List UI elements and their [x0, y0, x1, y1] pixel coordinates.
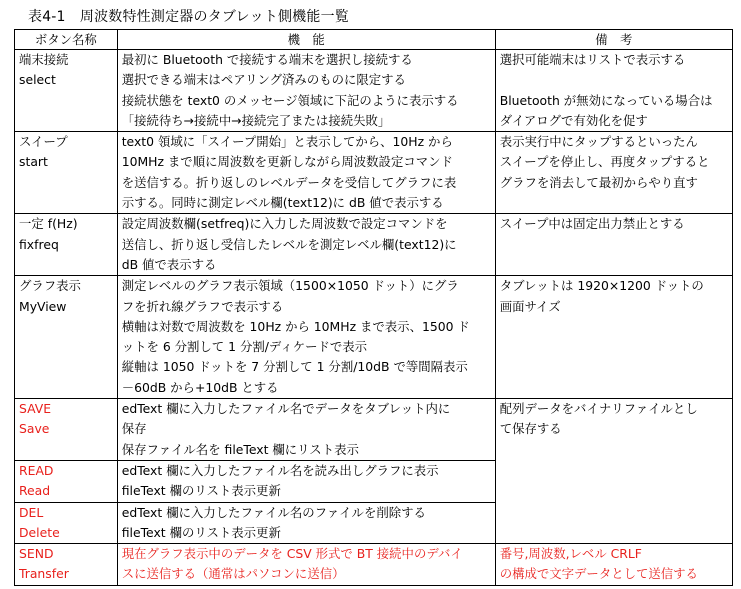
- button-name-cell: [15, 214, 118, 276]
- function-line: 縦軸は 1050 ドットを 7 分割して 1 分割/10dB で等間隔表示: [121, 359, 468, 375]
- function-line: fileText 欄のリスト表示更新: [121, 483, 281, 499]
- function-cell: [117, 276, 495, 399]
- button-name-cell: [15, 544, 118, 586]
- button-id: Transfer: [19, 566, 69, 582]
- function-cell: [117, 502, 495, 544]
- function-line: 現在グラフ表示中のデータを CSV 形式で BT 接続中のデバイ: [121, 546, 463, 562]
- table-row-save: [15, 399, 733, 461]
- notes-line: 表示実行中にタップするといったん: [499, 134, 698, 150]
- function-line: ットを 6 分割して 1 分割/ディケードで表示: [121, 339, 368, 355]
- notes-line: の構成で文字データとして送信する: [499, 566, 698, 582]
- function-line: edText 欄に入力したファイル名のファイルを削除する: [121, 504, 426, 520]
- function-cell: [117, 132, 495, 214]
- function-line: edText 欄に入力したファイル名でデータをタブレット内に: [121, 401, 451, 417]
- button-name-jp: 端末接続: [19, 52, 69, 67]
- button-name-cell: [15, 50, 118, 132]
- notes-cell: [495, 214, 732, 276]
- function-line: 保存: [121, 421, 147, 437]
- button-name-cell: [15, 502, 118, 544]
- button-name-cell: [15, 460, 118, 502]
- function-line: を送信する。折り返しのレベルデータを受信してグラフに表: [121, 174, 457, 190]
- button-id: Save: [19, 421, 50, 437]
- header-button-name: ボタン名称: [15, 30, 118, 50]
- header-function: 機 能: [117, 30, 495, 50]
- button-id: MyView: [19, 298, 67, 314]
- button-name-jp: 一定 f(Hz): [19, 216, 78, 232]
- notes-line: スイープ中は固定出力禁止とする: [499, 216, 685, 232]
- button-name-jp: SAVE: [19, 401, 52, 417]
- notes-line: ダイアログで有効化を促す: [499, 112, 648, 128]
- notes-line: 配列データをバイナリファイルとし: [499, 401, 698, 417]
- notes-line: グラフを消去して最初からやり直す: [499, 174, 698, 190]
- function-cell: [117, 399, 495, 461]
- function-line: フを折れ線グラフで表示する: [121, 298, 284, 314]
- blank-line: [500, 70, 728, 90]
- button-id: select: [19, 72, 56, 88]
- function-line: 「接続待ち→接続中→接続完了または接続失敗」: [121, 112, 391, 128]
- table-row-select: [15, 50, 733, 132]
- button-id: start: [19, 154, 48, 170]
- header-notes: 備 考: [495, 30, 732, 50]
- notes-line: 選択可能端末はリストで表示する: [499, 52, 686, 67]
- function-line: dB 値で表示する: [121, 256, 217, 272]
- table-row-send: [15, 544, 733, 586]
- function-line: －60dB から+10dB とする: [121, 379, 279, 395]
- button-name-cell: [15, 399, 118, 461]
- function-line: 選択できる端末はペアリング済みのものに限定する: [121, 72, 406, 88]
- button-name-jp: SEND: [19, 546, 54, 562]
- function-line: text0 領域に「スイープ開始」と表示してから、10Hz から: [121, 134, 453, 150]
- button-id: Delete: [19, 524, 60, 540]
- function-line: fileText 欄のリスト表示更新: [121, 524, 281, 540]
- button-name-jp: READ: [19, 462, 54, 478]
- table-row-fixfreq: [15, 214, 733, 276]
- function-cell: [117, 214, 495, 276]
- function-cell: [117, 460, 495, 502]
- notes-line: Bluetooth が無効になっている場合は: [499, 92, 713, 108]
- table-caption: 表4-1 周波数特性測定器のタブレット側機能一覧: [28, 9, 349, 25]
- button-id: Read: [19, 483, 51, 499]
- button-name-cell: [15, 132, 118, 214]
- notes-line: 画面サイズ: [499, 298, 561, 314]
- function-line: 測定レベルのグラフ表示領域（1500×1050 ドット）にグラ: [121, 278, 459, 294]
- button-name-jp: グラフ表示: [19, 278, 81, 294]
- notes-line: 番号,周波数,レベル CRLF: [499, 546, 642, 562]
- function-line: 設定周波数欄(setfreq)に入力した周波数で設定コマンドを: [121, 216, 448, 232]
- notes-cell: [495, 132, 732, 214]
- table-row-start: [15, 132, 733, 214]
- notes-cell: [495, 276, 732, 399]
- function-line: 保存ファイル名を fileText 欄にリスト表示: [121, 441, 359, 457]
- function-table: [14, 29, 733, 586]
- button-id: fixfreq: [19, 236, 59, 252]
- button-name-cell: [15, 276, 118, 399]
- notes-line: て保存する: [499, 421, 562, 437]
- notes-cell: [495, 544, 732, 586]
- notes-cell: [495, 399, 732, 544]
- function-line: スに送信する（通常はパソコンに送信）: [121, 566, 345, 582]
- notes-cell: [495, 50, 732, 132]
- function-cell: [117, 544, 495, 586]
- function-line: 送信し、折り返し受信したレベルを測定レベル欄(text12)に: [121, 236, 457, 252]
- table-row-myview: [15, 276, 733, 399]
- button-name-jp: スイープ: [19, 134, 68, 150]
- function-line: 示する。同時に測定レベル欄(text12)に dB 値で表示する: [121, 195, 444, 211]
- button-name-jp: DEL: [19, 504, 44, 520]
- function-line: 横軸は対数で周波数を 10Hz から 10MHz まで表示、1500 ド: [121, 318, 470, 334]
- notes-line: タブレットは 1920×1200 ドットの: [499, 278, 704, 294]
- function-line: 接続状態を text0 のメッセージ領域に下記のように表示する: [121, 92, 459, 108]
- header-row: [15, 30, 733, 50]
- function-line: edText 欄に入力したファイル名を読み出しグラフに表示: [121, 462, 439, 478]
- function-line: 10MHz まで順に周波数を更新しながら周波数設定コマンド: [121, 154, 453, 170]
- function-cell: [117, 50, 495, 132]
- function-line: 最初に Bluetooth で接続する端末を選択し接続する: [121, 52, 413, 67]
- notes-line: スイープを停止し、再度タップすると: [499, 154, 710, 170]
